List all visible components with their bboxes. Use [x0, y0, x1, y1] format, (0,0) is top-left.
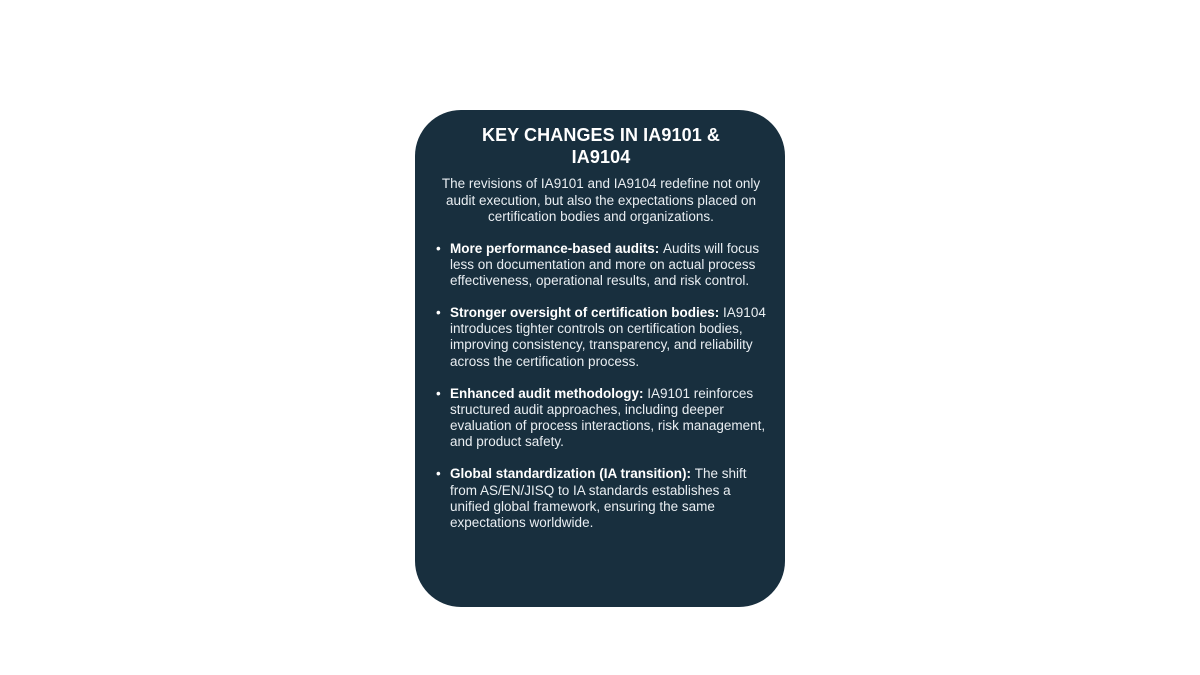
list-item-text: Audits will focus less on documentation and more on actual process effectiveness, operational results, and risk control. — [450, 240, 760, 289]
bullet-icon: • — [436, 385, 441, 401]
info-card — [415, 110, 785, 607]
list-item — [431, 241, 771, 290]
list-item-title: Global standardization (IA transition): — [450, 466, 695, 482]
list-item-text: IA9104 introduces tighter controls on certification bodies, improving consistency, transparency, and reliability across the certification process. — [450, 304, 766, 369]
key-changes-list — [431, 241, 771, 532]
list-item — [431, 305, 771, 370]
list-item — [431, 466, 771, 531]
list-item-title: Stronger oversight of certification bodies: — [450, 304, 724, 320]
bullet-icon: • — [436, 466, 441, 482]
list-item-title: More performance-based audits: — [450, 240, 664, 256]
list-item-text: IA9101 reinforces structured audit approaches, including deeper evaluation of process interactions, risk management, and product safety. — [450, 385, 766, 450]
list-item-title: Enhanced audit methodology: — [450, 385, 648, 401]
list-item-text: The shift from AS/EN/JISQ to IA standards establishes a unified global framework, ensuring the same expectations worldwide. — [450, 466, 747, 531]
card-intro: The revisions of IA9101 and IA9104 redefine not only audit execution, but also the expectations placed on certification bodies and organizations. — [441, 176, 761, 224]
card-title: KEY CHANGES IN IA9101 & IA9104 — [481, 125, 721, 167]
bullet-icon: • — [436, 240, 441, 256]
bullet-icon: • — [436, 304, 441, 320]
list-item — [431, 386, 771, 451]
